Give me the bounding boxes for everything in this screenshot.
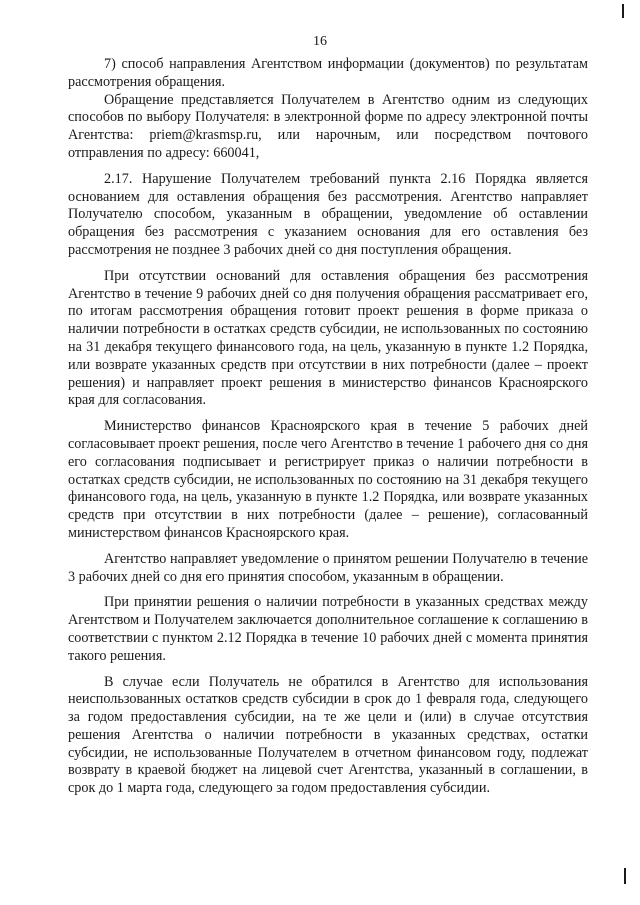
page-number: 16	[313, 34, 327, 49]
paragraph-2-17: 2.17. Нарушение Получателем требований пункта 2.16 Порядка является основанием для оставления обращения без рассмотрения. Агентство направляет Получателю способом, указанным в обращении, уведомление об оставлении обращения без рассмотрения с указанием основания для его оставления без рассмотрения не позднее 3 рабочих дней со дня поступления обращения.	[68, 170, 588, 258]
document-body	[68, 56, 588, 798]
paragraph-additional-agreement: При принятии решения о наличии потребности в указанных средствах между Агентством и Получателем заключается дополнительное соглашение к соглашению в соответствии с пунктом 2.12 Порядка в течение 10 рабочих дней с момента принятия такого решения.	[68, 594, 588, 664]
scan-edge-mark-bottom	[624, 868, 626, 884]
paragraph-submission-methods: Обращение представляется Получателем в Агентство одним из следующих способов по выбору Получателя: в электронной форме по адресу электронной почты Агентства: priem@krasmsp.ru, или нарочным, или посредством почтового отправления по адресу: 660041,	[68, 91, 588, 161]
paragraph-ministry-approval: Министерство финансов Красноярского края в течение 5 рабочих дней согласовывает проект решения, после чего Агентство в течение 1 рабочего дня со дня его согласования подписывает и регистрирует приказ о наличии потребности в остатках средств субсидии, не использованных по состоянию на 31 декабря текущего финансового года, на цель, указанную в пункте 1.2 Порядка, или возврате указанных средств при отсутствии в них потребности (далее – решение), согласованный министерством финансов Красноярского края.	[68, 418, 588, 541]
paragraph-notification: Агентство направляет уведомление о принятом решении Получателю в течение 3 рабочих дней со дня его принятия способом, указанным в обращении.	[68, 550, 588, 585]
paragraph-review-procedure: При отсутствии оснований для оставления обращения без рассмотрения Агентство в течение 9 рабочих дней со дня получения обращения рассматривает его, по итогам рассмотрения обращения готовит проект решения в форме приказа о наличии потребности в остатках средств субсидии, не использованных по состоянию на 31 декабря текущего финансового года, на цель, указанную в пункте 1.2 Порядка, или возврате указанных средств при отсутствии в них потребности (далее – проект решения) и направляет проект решения в министерство финансов Красноярского края для согласования.	[68, 267, 588, 409]
scan-edge-mark-top	[622, 4, 624, 18]
paragraph-item-7: 7) способ направления Агентством информации (документов) по результатам рассмотрения обращения.	[68, 56, 588, 90]
paragraph-refund: В случае если Получатель не обратился в Агентство для использования неиспользованных остатков средств субсидии в срок до 1 февраля года, следующего за годом предоставления субсидии, на те же цели и (или) в случае отсутствия решения Агентства о наличии потребности в указанных средствах, остатки субсидии, не использованные Получателем в отчетном финансовом году, подлежат возврату в краевой бюджет на лицевой счет Агентства, указанный в соглашении, в срок до 1 марта года, следующего за годом предоставления субсидии.	[68, 673, 588, 797]
